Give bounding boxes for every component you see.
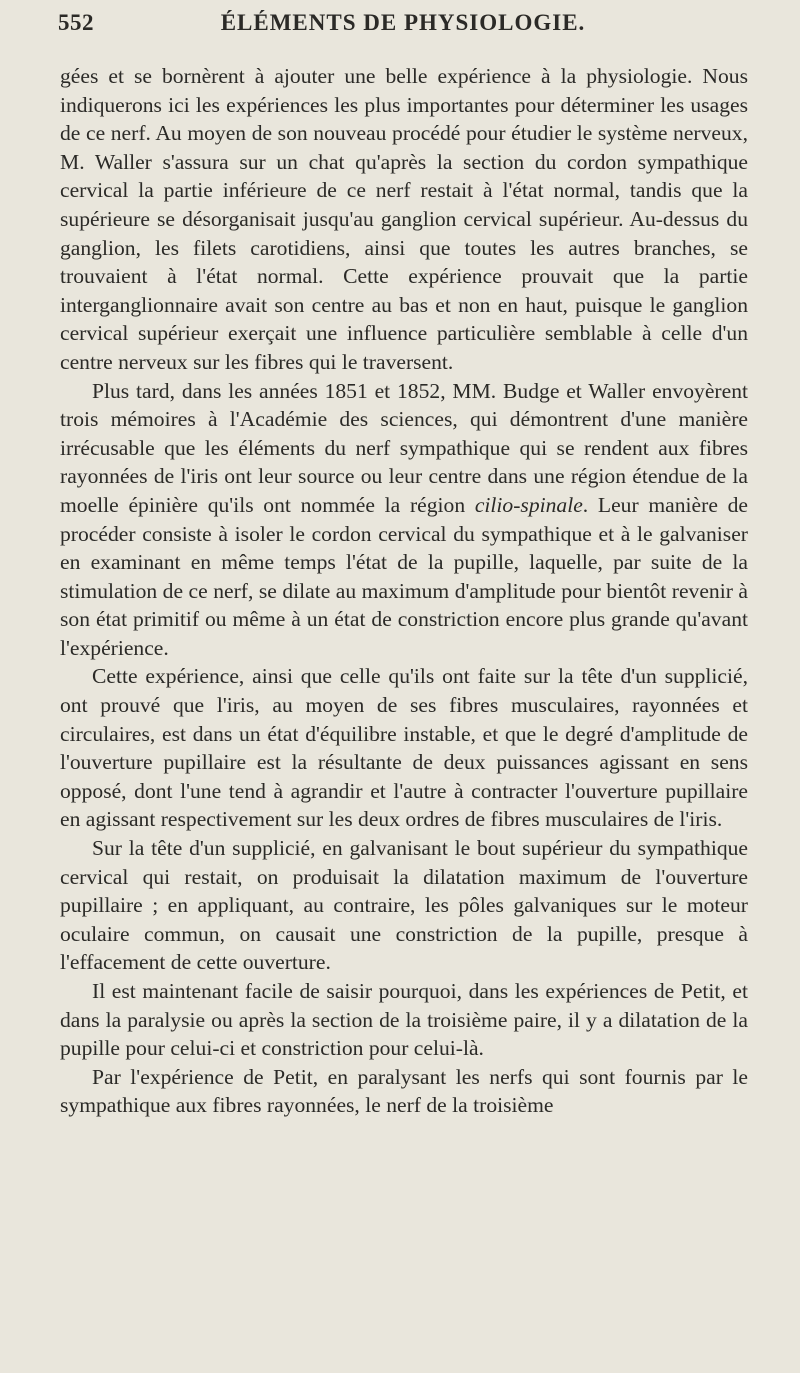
paragraph-4: Sur la tête d'un supplicié, en galvanisant le bout supérieur du sympathique cervical qui restait, on produisait la dilatation maximum de l'ouverture pupillaire ; en appliquant, au contraire, les pôles galvaniques sur le moteur oculaire commun, on causait une constriction de la pupille, presque à l'effacement de cette ouverture. [60,836,748,975]
body-text [60,62,748,1120]
running-title: ÉLÉMENTS DE PHYSIOLOGIE. [220,10,586,35]
paragraph-2-italic-term: cilio-spinale [474,492,583,517]
paragraph-2-text-after: . Leur manière de procéder consiste à isoler le cordon cervical du sympathique et à le galvaniser en examinant en même temps l'état de la pupille, laquelle, par suite de la stimulation de ce nerf, se dilate au maximum d'amplitude pour bientôt revenir à son état primitif ou même à un état de constriction encore plus grande qu'avant l'expérience. [60,492,748,660]
paragraph-5: Il est maintenant facile de saisir pourquoi, dans les expériences de Petit, et dans la paralysie ou après la section de la troisième paire, il y a dilatation de la pupille pour celui-ci et constriction pour celui-là. [60,979,748,1061]
paragraph-2-text-before: Plus tard, dans les années 1851 et 1852, MM. Budge et Waller envoyèrent trois mémoires à l'Académie des sciences, qui démontrent d'une manière irrécusable que les éléments du nerf sympathique qui se rendent aux fibres rayonnées de l'iris ont leur source ou leur centre dans une région étendue de la moelle épinière qu'ils ont nommée la région [60,378,748,517]
paragraph-2 [60,377,748,663]
running-head [58,10,748,38]
paragraph-6: Par l'expérience de Petit, en paralysant les nerfs qui sont fournis par le sympathique aux fibres rayonnées, le nerf de la troisième [60,1064,748,1118]
page-number: 552 [58,10,94,35]
paragraph-3: Cette expérience, ainsi que celle qu'ils ont faite sur la tête d'un supplicié, ont prouvé que l'iris, au moyen de ses fibres musculaires, rayonnées et circulaires, est dans un état d'équilibre instable, et que le degré d'amplitude de l'ouverture pupillaire est la résultante de deux puissances agissant en sens opposé, dont l'une tend à agrandir et l'autre à contracter l'ouverture pupillaire en agissant respectivement sur les deux ordres de fibres musculaires de l'iris. [60,664,748,832]
paragraph-1: gées et se bornèrent à ajouter une belle expérience à la physiologie. Nous indiquerons ici les expériences les plus importantes pour déterminer les usages de ce nerf. Au moyen de son nouveau procédé pour étudier le système nerveux, M. Waller s'assura sur un chat qu'après la section du cordon sympathique cervical la partie inférieure de ce nerf restait à l'état normal, tandis que la supérieure se désorganisait jusqu'au ganglion cervical supérieur. Au-dessus du ganglion, les filets carotidiens, ainsi que toutes les autres branches, se trouvaient à l'état normal. Cette expérience prouvait que la partie interganglionnaire avait son centre au bas et non en haut, puisque le ganglion cervical supérieur exerçait une influence particulière semblable à celle d'un centre nerveux sur les fibres qui le traversent. [60,64,748,374]
